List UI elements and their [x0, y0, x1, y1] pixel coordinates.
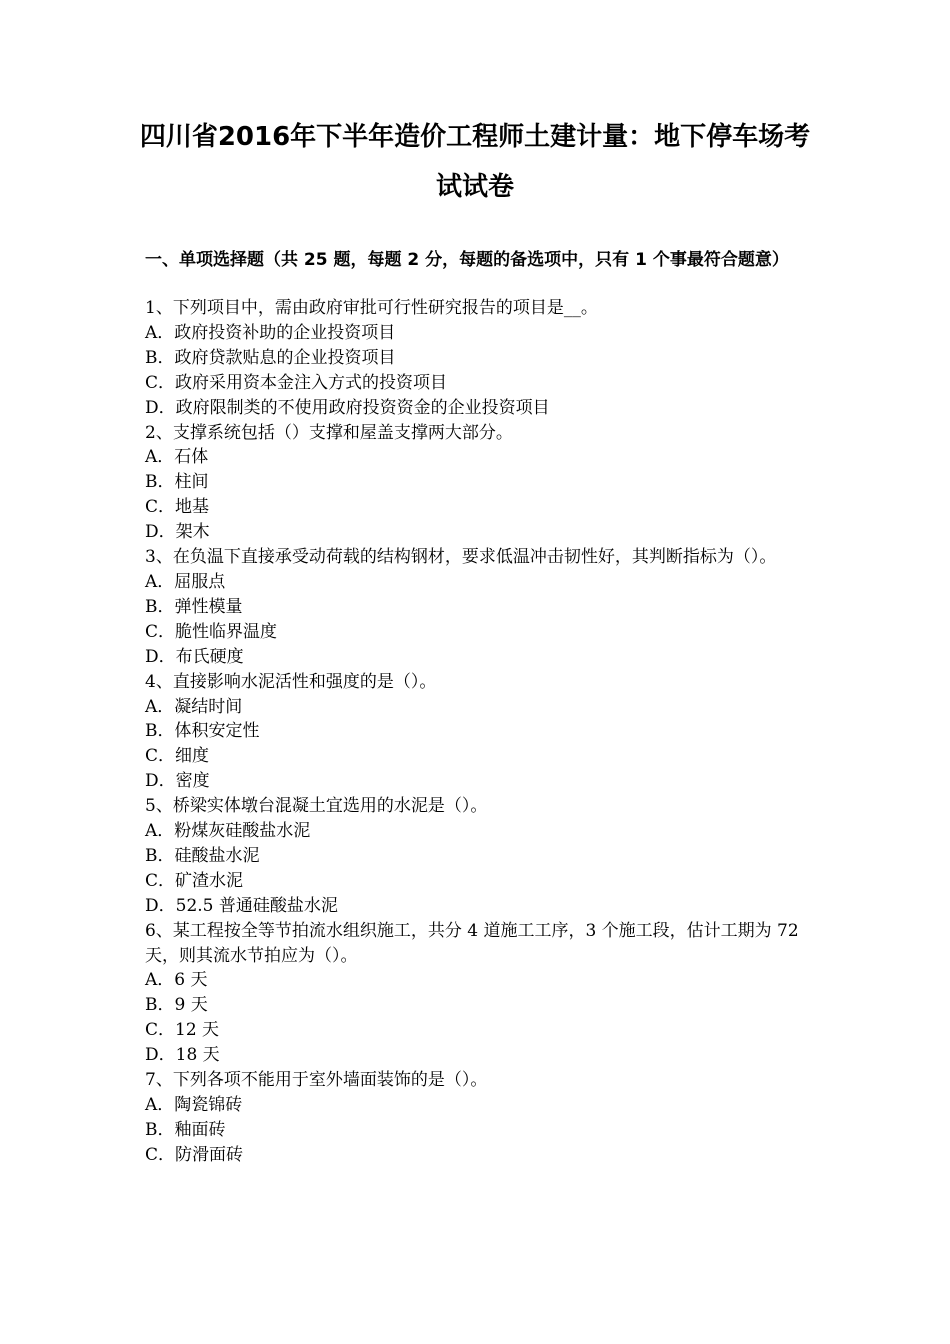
question-option: C．防滑面砖: [145, 1144, 244, 1165]
question-option: B．柱间: [145, 472, 209, 493]
question-option: A．陶瓷锦砖: [145, 1095, 243, 1115]
question-option: A．凝结时间: [145, 696, 243, 717]
question-option: A．6 天: [145, 970, 208, 991]
question-option: C．矿渣水泥: [145, 870, 244, 891]
question-option: B．弹性模量: [145, 596, 243, 617]
question-option: B．政府贷款贴息的企业投资项目: [145, 347, 396, 368]
question-option: C．12 天: [145, 1020, 220, 1041]
question-option: B．釉面砖: [145, 1119, 226, 1140]
question-option: C．脆性临界温度: [145, 621, 278, 642]
question-stem: 3、在负温下直接承受动荷载的结构钢材，要求低温冲击韧性好，其判断指标为（）。: [145, 547, 777, 568]
question-option: A．石体: [145, 447, 209, 468]
question-option: B．9 天: [145, 995, 208, 1016]
question-stem: 1、下列项目中，需由政府审批可行性研究报告的项目是__。: [145, 298, 598, 318]
question-option: D．布氏硬度: [145, 646, 244, 667]
document-title-line-2: 试试卷: [435, 172, 514, 202]
question-option: C．政府采用资本金注入方式的投资项目: [145, 372, 448, 393]
question-option: C．地基: [145, 497, 210, 518]
question-stem: 2、支撑系统包括（）支撑和屋盖支撑两大部分。: [145, 422, 513, 443]
question-option: D．架木: [145, 522, 210, 543]
question-stem: 5、桥梁实体墩台混凝土宜选用的水泥是（）。: [145, 796, 488, 817]
question-option: A．粉煤灰硅酸盐水泥: [145, 821, 311, 842]
questions-list: [145, 296, 810, 1168]
document-title-line-1: 四川省2016年下半年造价工程师土建计量：地下停车场考: [139, 122, 811, 152]
section-heading: 一、单项选择题（共 25 题，每题 2 分，每题的备选项中，只有 1 个事最符合题意）: [145, 250, 789, 270]
question-option: B．体积安定性: [145, 721, 260, 742]
question-stem: 7、下列各项不能用于室外墙面装饰的是（）。: [145, 1070, 488, 1091]
question-option: D．密度: [145, 771, 210, 792]
question-option: C．细度: [145, 746, 210, 767]
question-stem: 6、某工程按全等节拍流水组织施工，共分 4 道施工工序，3 个施工段，估计工期为 72 天，则其流水节拍应为（）。: [145, 920, 799, 966]
question-stem: 4、直接影响水泥活性和强度的是（）。: [145, 671, 437, 692]
question-option: D．政府限制类的不使用政府投资资金的企业投资项目: [145, 397, 550, 418]
question-option: A．屈服点: [145, 571, 226, 592]
question-option: A．政府投资补助的企业投资项目: [145, 322, 396, 343]
question-option: D．18 天: [145, 1045, 220, 1066]
question-option: B．硅酸盐水泥: [145, 845, 260, 866]
question-option: D．52.5 普通硅酸盐水泥: [145, 895, 338, 916]
